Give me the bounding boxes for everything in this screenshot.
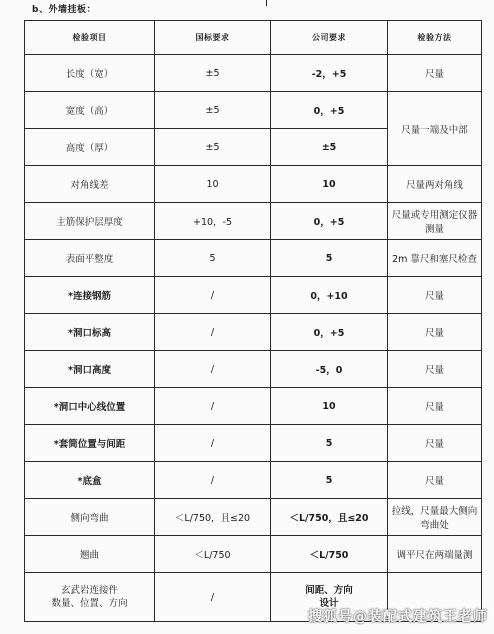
table-row <box>25 351 482 388</box>
row-item: 主筋保护层厚度 <box>25 203 155 240</box>
row-company-line: 设计 <box>319 598 339 609</box>
row-method: 拉线，尺量最大侧向弯曲处 <box>388 499 482 536</box>
header-item: 检验项目 <box>25 21 155 55</box>
row-company: 5 <box>271 240 388 277</box>
row-national: / <box>155 388 271 425</box>
row-national: +10，-5 <box>155 203 271 240</box>
table-row <box>25 166 482 203</box>
header-method: 检验方法 <box>388 21 482 55</box>
row-method: 尺量一端及中部 <box>388 92 482 166</box>
row-national: ±5 <box>155 129 271 166</box>
row-national: 10 <box>155 166 271 203</box>
row-item: *洞口中心线位置 <box>25 388 155 425</box>
row-company: 5 <box>271 425 388 462</box>
row-national: / <box>155 314 271 351</box>
table-row <box>25 240 482 277</box>
row-national: / <box>155 277 271 314</box>
row-method: 尺量 <box>388 277 482 314</box>
watermark: 搜狐号@装配式建筑王老师 <box>308 609 488 625</box>
row-method: 尺量或专用测定仪器测量 <box>388 203 482 240</box>
row-item: 表面平整度 <box>25 240 155 277</box>
row-national: / <box>155 351 271 388</box>
row-item: *连接钢筋 <box>25 277 155 314</box>
row-method: 尺量 <box>388 55 482 92</box>
row-item: 高度（厚） <box>25 129 155 166</box>
row-company: 10 <box>271 166 388 203</box>
row-national: / <box>155 425 271 462</box>
row-method: 尺量 <box>388 425 482 462</box>
row-item: 翘曲 <box>25 536 155 573</box>
row-national: ＜L/750，且≤20 <box>155 499 271 536</box>
row-company: ＜L/750 <box>271 536 388 573</box>
table-header-row <box>25 21 482 55</box>
scan-mark <box>266 0 267 6</box>
row-item <box>25 573 155 622</box>
row-method: 2m 靠尺和塞尺检查 <box>388 240 482 277</box>
table-row <box>25 388 482 425</box>
row-item-line: 玄武岩连接件 <box>60 585 118 596</box>
row-method: 调平尺在两端量测 <box>388 536 482 573</box>
table-row <box>25 55 482 92</box>
table-row <box>25 314 482 351</box>
table-row <box>25 203 482 240</box>
row-item: 长度（宽） <box>25 55 155 92</box>
table-row <box>25 277 482 314</box>
row-item-line: 数量、位置、方向 <box>51 598 128 609</box>
row-item: 对角线差 <box>25 166 155 203</box>
inspection-table <box>24 20 482 622</box>
row-company: 0，+5 <box>271 314 388 351</box>
row-method: 尺量两对角线 <box>388 166 482 203</box>
row-item: *底盒 <box>25 462 155 499</box>
header-company: 公司要求 <box>271 21 388 55</box>
row-company: 0，+5 <box>271 203 388 240</box>
row-national: / <box>155 462 271 499</box>
row-company: -5，0 <box>271 351 388 388</box>
row-item: *洞口高度 <box>25 351 155 388</box>
table-row <box>25 462 482 499</box>
header-national: 国标要求 <box>155 21 271 55</box>
row-item: 宽度（高） <box>25 92 155 129</box>
row-national: 5 <box>155 240 271 277</box>
row-company: 5 <box>271 462 388 499</box>
row-method: 尺量 <box>388 388 482 425</box>
row-national: ＜L/750 <box>155 536 271 573</box>
row-company: 0，+5 <box>271 92 388 129</box>
table-row <box>25 536 482 573</box>
row-company: ±5 <box>271 129 388 166</box>
row-method: 尺量 <box>388 351 482 388</box>
table-row <box>25 499 482 536</box>
table-row <box>25 92 482 129</box>
row-national: ±5 <box>155 92 271 129</box>
row-company: 10 <box>271 388 388 425</box>
row-company: -2，+5 <box>271 55 388 92</box>
row-method: 尺量 <box>388 462 482 499</box>
row-company-line: 间距、方向 <box>305 585 353 596</box>
row-company: 0，+10 <box>271 277 388 314</box>
section-heading: b、外墙挂板： <box>32 5 96 15</box>
row-item: *洞口标高 <box>25 314 155 351</box>
row-method: 尺量 <box>388 314 482 351</box>
table-row <box>25 425 482 462</box>
row-item: *套筒位置与间距 <box>25 425 155 462</box>
row-company: ＜L/750，且≤20 <box>271 499 388 536</box>
row-national: ±5 <box>155 55 271 92</box>
row-national: / <box>155 573 271 622</box>
row-item: 侧向弯曲 <box>25 499 155 536</box>
